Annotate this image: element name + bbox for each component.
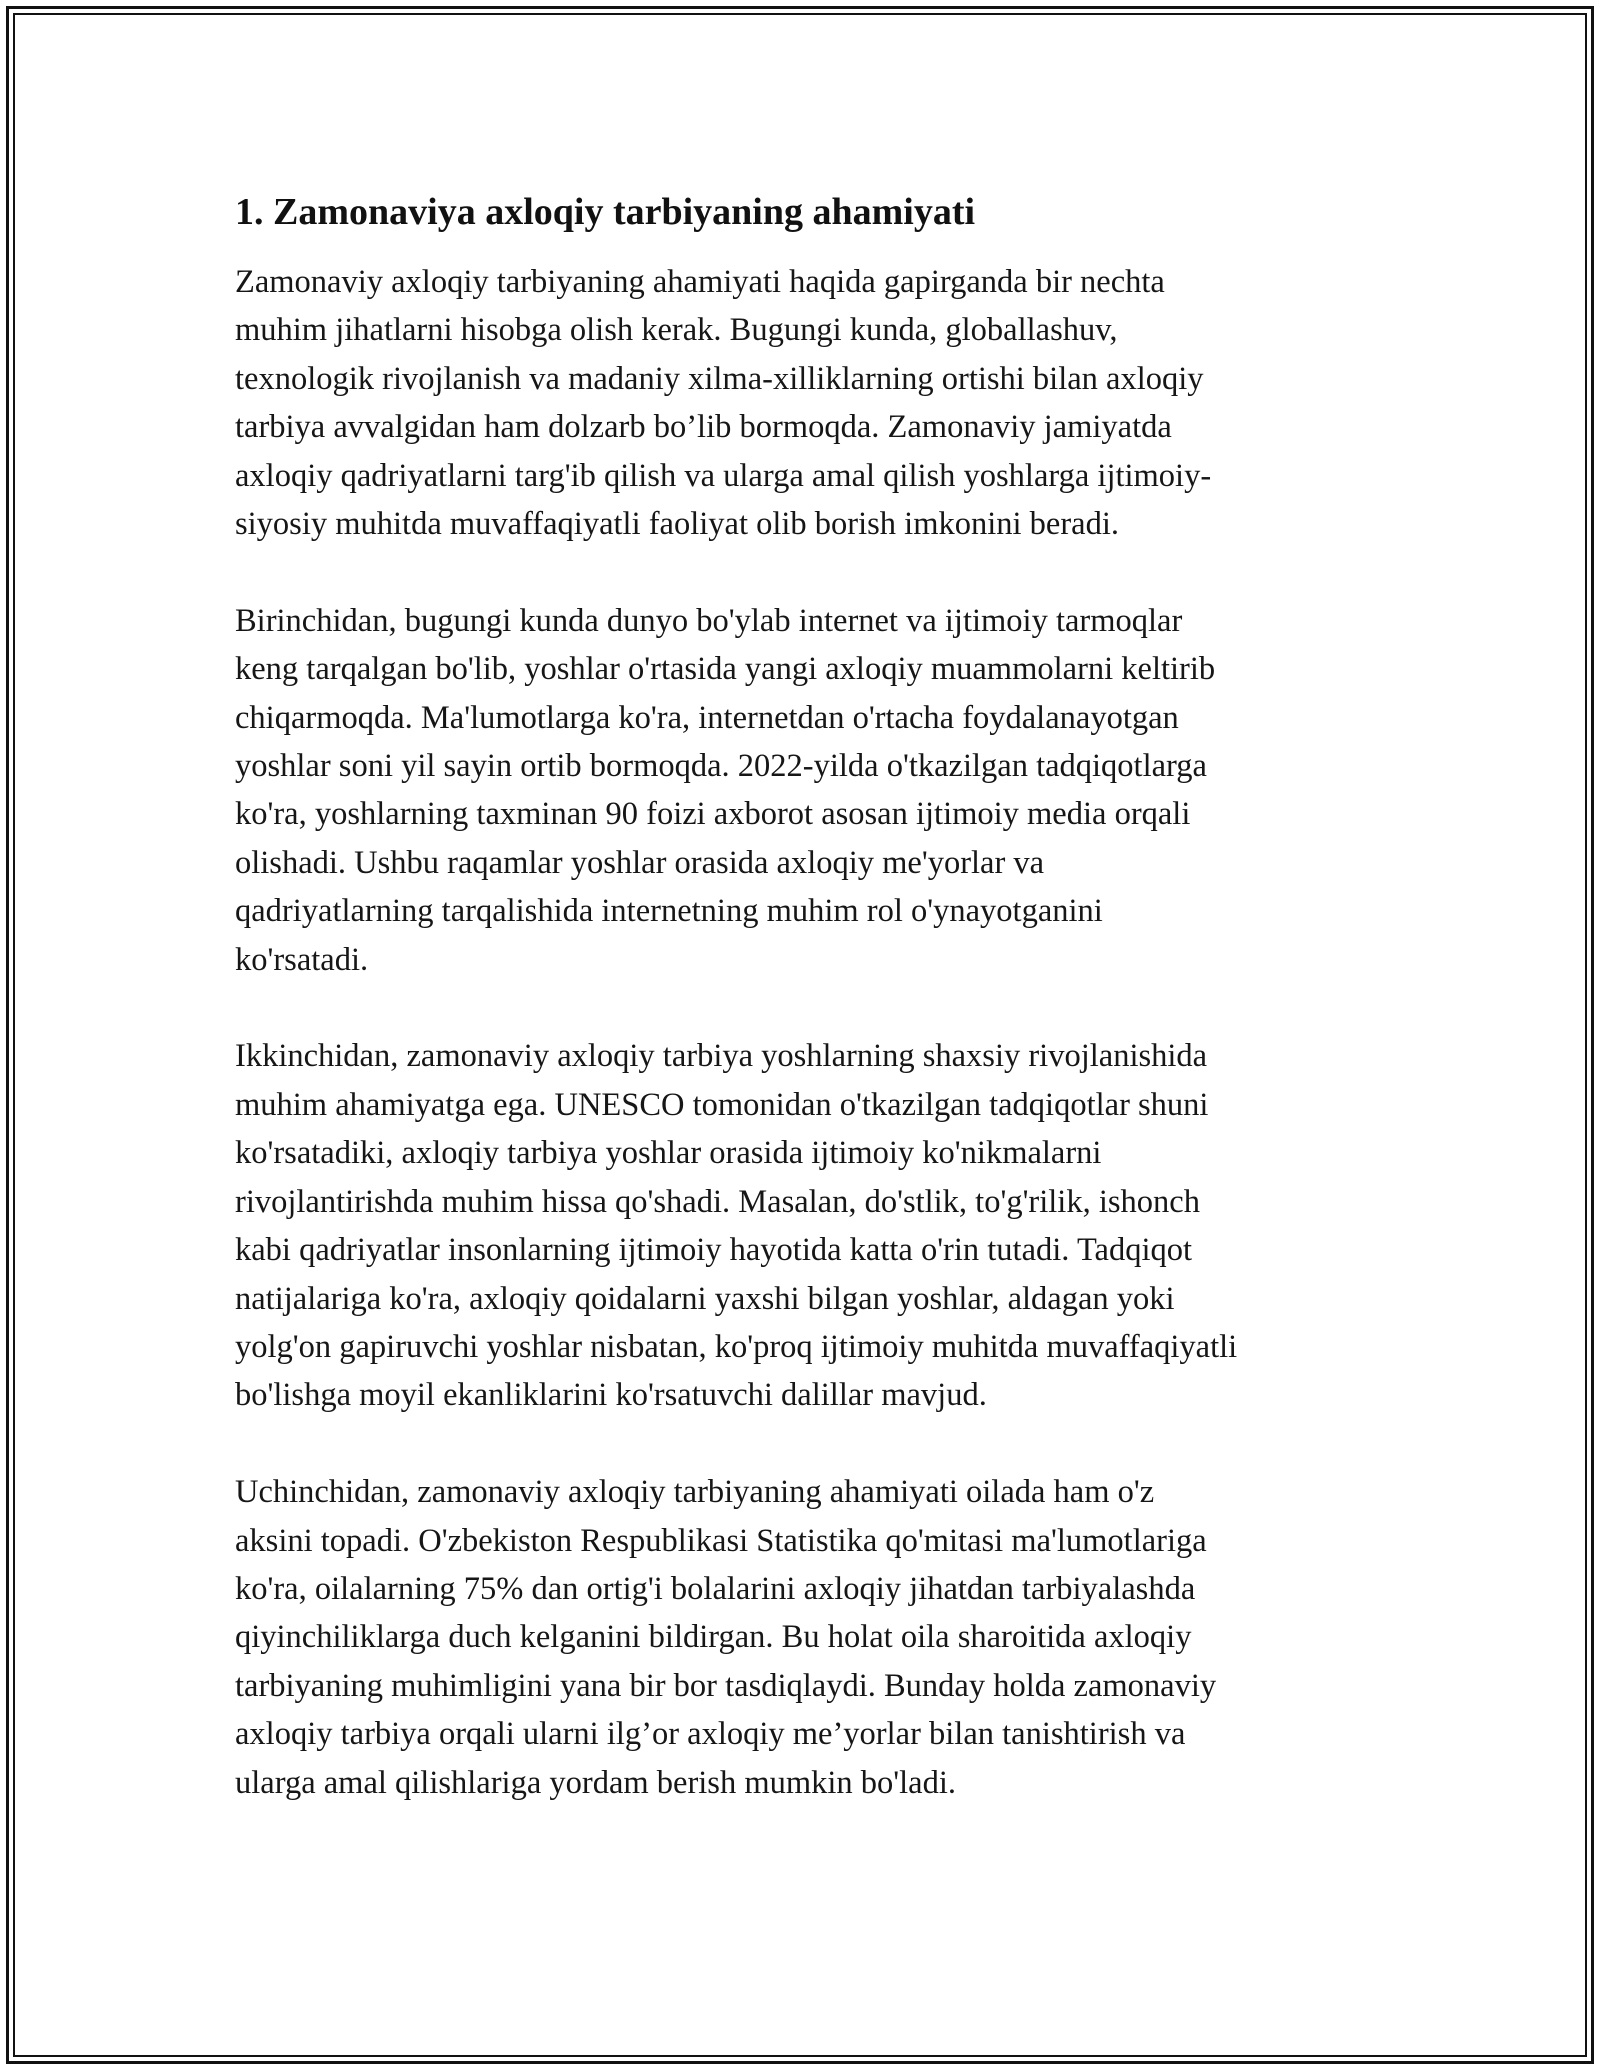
paragraph-second: Ikkinchidan, zamonaviy axloqiy tarbiya yoshlarning shaxsiy rivojlanishida muhim ahamiyatga ega. UNESCO tomonidan o'tkazilgan tadqiqotlar shuni ko'rsatadiki, axloqiy tarbiya yoshlar orasida ijtimoiy ko'nikmalarni rivojlantirishda muhim hissa qo'shadi. Masalan, do'stlik, to'g'rilik, ishonch kabi qadriyatlar insonlarning ijtimoiy hayotida katta o'rin tutadi. Tadqiqot natijalariga ko'ra, axloqiy qoidalarni yaxshi bilgan yoshlar, aldagan yoki yolg'on gapiruvchi yoshlar nisbatan, ko'proq ijtimoiy muhitda muvaffaqiyatli bo'lishga moyil ekanliklarini ko'rsatuvchi dalillar mavjud. <box>235 1038 1238 1414</box>
paragraph-third: Uchinchidan, zamonaviy axloqiy tarbiyaning ahamiyati oilada ham o'z aksini topadi. O'zbekiston Respublikasi Statistika qo'mitasi ma'lumotlariga ko'ra, oilalarning 75% dan ortig'i bolalarini axloqiy jihatdan tarbiyalashda qiyinchiliklarga duch kelganini bildirgan. Bu holat oila sharoitida axloqiy tarbiyaning muhimligini yana bir bor tasdiqlaydi. Bunday holda zamonaviy axloqiy tarbiya orqali ularni ilg’or axloqiy me’yorlar bilan tanishtirish va ularga amal qilishlariga yordam berish mumkin bo'ladi. <box>235 1474 1217 1801</box>
paragraph-first: Birinchidan, bugungi kunda dunyo bo'ylab internet va ijtimoiy tarmoqlar keng tarqalgan bo'lib, yoshlar o'rtasida yangi axloqiy muammolarni keltirib chiqarmoqda. Ma'lumotlarga ko'ra, internetdan o'rtacha foydalanayotgan yoshlar soni yil sayin ortib bormoqda. 2022-yilda o'tkazilgan tadqiqotlarga ko'ra, yoshlarning taxminan 90 foizi axborot asosan ijtimoiy media orqali olishadi. Ushbu raqamlar yoshlar orasida axloqiy me'yorlar va qadriyatlarning tarqalishida internetning muhim rol o'ynayotganini ko'rsatadi. <box>235 602 1216 978</box>
paragraph-intro: Zamonaviy axloqiy tarbiyaning ahamiyati haqida gapirganda bir nechta muhim jihatlarni hisobga olish kerak. Bugungi kunda, globallashuv, texnologik rivojlanish va madaniy xilma-xilliklarning ortishi bilan axloqiy tarbiya avvalgidan ham dolzarb bo’lib bormoqda. Zamonaviy jamiyatda axloqiy qadriyatlarni targ'ib qilish va ularga amal qilish yoshlarga ijtimoiy- siyosiy muhitda muvaffaqiyatli faoliyat olib borish imkonini beradi. <box>235 264 1212 543</box>
document-body <box>235 188 1375 1855</box>
section-heading: 1. Zamonaviya axloqiy tarbiyaning ahamiyati <box>235 191 976 233</box>
